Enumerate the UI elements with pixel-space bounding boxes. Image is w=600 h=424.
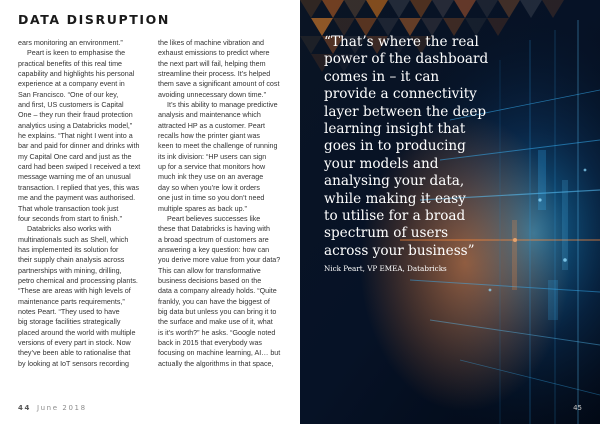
text-line: card had been swiped I received a text [18,163,141,172]
text-line: exhaust emissions to predict where [158,49,270,58]
quote-line: learning insight that [324,121,466,138]
text-line: practical benefits of this real time [18,59,122,68]
text-line: versions of every part in stock. Now [18,338,131,347]
text-line: and first, US customers is Capital [18,101,124,110]
text-line: Databricks also works with [27,225,112,234]
text-line: Peart believes successes like [167,214,261,223]
text-line: bar and paid for dinner and drinks with [18,142,140,151]
text-line: back in 2015 that everybody was [158,338,262,347]
text-line: is it’s worth?” he asks. “Google noted [158,328,276,337]
quote-line: provide a connectivity [324,86,477,103]
text-line: by looking at IoT sensors recording [18,359,130,368]
quote-line: layer between the deep [324,103,487,120]
text-line: answering a key question: how can [158,245,270,254]
quote-line: while making it easy [324,190,466,207]
quote-line: analysing your data, [324,173,465,190]
text-line: One – they run their fraud protection [18,111,133,120]
text-line: transaction. I replied that yes, this was [18,183,140,192]
text-line: capability and highlights his personal [18,70,135,79]
text-line: That whole transaction took just [18,204,119,213]
text-line: my Capital One card and just as the [18,152,132,161]
text-line: message warning me of an unusual [18,173,131,182]
text-line: multiple spares as back up.” [158,204,247,213]
text-line: big data but unless you can bring it to [158,307,277,316]
text-line: petro chemical and processing plants. [18,276,138,285]
text-line: “These are areas with high levels of [18,287,131,296]
text-line: one just in time so you don’t need [158,194,265,203]
text-line: they’ve been able to rationalise that [18,349,131,358]
text-line: analysis and maintenance which [158,111,261,120]
text-line: Peart is keen to emphasise the [27,49,126,58]
text-line: these that Databricks is having with [158,225,270,234]
text-line: maintenance parts requirements,” [18,297,125,306]
text-line: me and the payment was authorised. [18,194,136,203]
text-line: placed around the world with multiple [18,328,136,337]
page-footer-left [18,404,87,412]
quote-line: across your business” [324,242,475,259]
text-line: four seconds from start to finish.” [18,214,122,223]
article-column-2 [158,38,298,369]
text-line: has implemented its solution for [18,245,119,254]
text-line: notes Peart. “They used to have [18,307,120,316]
quote-line: “That’s where the real [324,34,479,50]
text-line: data a company already holds. “Quite [158,287,277,296]
article-column-1 [18,38,158,369]
text-line: ears monitoring an environment.” [18,39,123,47]
text-line: day so when you’re low it orders [158,183,261,192]
quote-line: spectrum of users [324,225,449,242]
text-line: much ink they use on an average [158,173,264,182]
text-line: analytics using a Databricks model,” [18,121,133,130]
section-title: DATA DISRUPTION [18,12,170,27]
text-line: partnerships with mining, drilling, [18,266,122,275]
quote-line: goes in to producing [324,138,466,155]
text-line: San Francisco. “One of our key, [18,90,119,99]
text-line: It’s this ability to manage predictive [167,101,278,110]
quote-attribution: Nick Peart, VP EMEA, Databricks [324,264,447,273]
quote-line: to utilise for a broad [324,208,466,225]
quote-line: comes in – it can [324,68,440,85]
text-line: up for a service that monitors how [158,163,266,172]
text-line: you derive more value from your data? [158,256,281,265]
text-line: them save a significant amount of cost [158,80,280,89]
text-line: business decisions based on the [158,276,262,285]
page-number-left: 44 [18,404,31,412]
text-line: focusing on machine learning, AI… but [158,349,281,358]
text-line: their supply chain analysis across [18,256,125,265]
text-line: multinationals such as Shell, which [18,235,129,244]
text-line: the next part will fail, helping them [158,59,266,68]
page-number-right: 45 [573,404,582,412]
text-line: streamline their process. It’s helped [158,70,271,79]
text-line: attracted HP as a customer. Peart [158,121,266,130]
quote-line: power of the dashboard [324,51,489,68]
quote-line: your models and [324,155,439,172]
text-line: the likes of machine vibration and [158,39,264,47]
pull-quote [324,34,524,260]
right-page-image [300,0,600,424]
text-line: frankly, you can have the biggest of [158,297,270,306]
text-line: a broad spectrum of customers are [158,235,269,244]
text-line: its ink division: “HP users can sign [158,152,267,161]
text-line: big storage facilities strategically [18,318,121,327]
text-line: experience at a company event in [18,80,125,89]
text-line: he explains. “That night I went into a [18,132,133,141]
text-line: keen to meet the challenge of running [158,142,278,151]
issue-date: June 2018 [36,404,87,412]
text-line: This can allow for transformative [158,266,261,275]
text-line: recalls how the printer giant was [158,132,261,141]
text-line: the surface and make use of it, what [158,318,273,327]
text-line: actually the algorithms in that space, [158,359,274,368]
text-line: avoiding unnecessary down time.” [158,90,266,99]
